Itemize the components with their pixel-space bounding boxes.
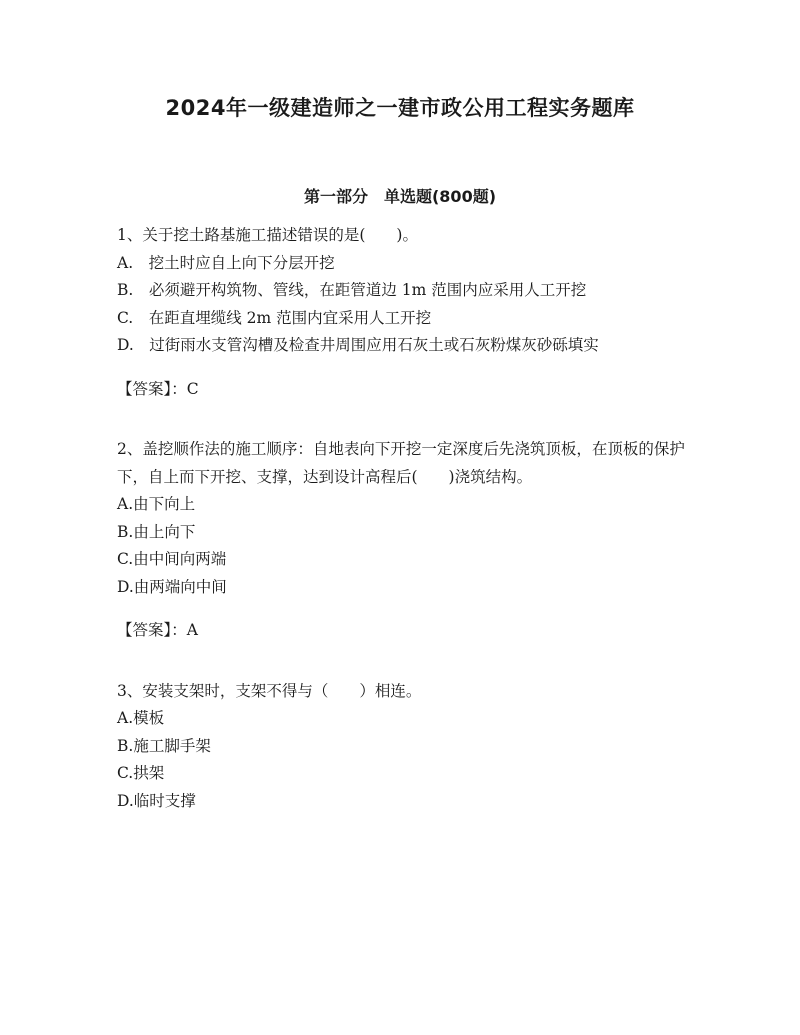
question-stem: 2、盖挖顺作法的施工顺序：自地表向下开挖一定深度后先浇筑顶板，在顶板的保护下，自上而下开挖、支撑，达到设计高程后( )浇筑结构。 [117,440,685,486]
question-list [117,222,697,815]
option-b: B.施工脚手架 [117,736,211,755]
question-stem: 3、安装支架时，支架不得与（ ）相连。 [117,681,422,700]
option-c: C.拱架 [117,764,165,782]
document-title: 2024年一级建造师之一建市政公用工程实务题库 [165,96,635,120]
question-3 [117,678,697,816]
option-a: A.由下向上 [117,495,196,513]
answer-label: 【答案】：A [117,621,198,639]
option-a: A. 挖土时应自上向下分层开挖 [117,253,335,272]
option-c: C. 在距直埋缆线 2m 范围内宜采用人工开挖 [117,308,432,327]
question-1 [117,222,697,403]
question-stem: 1、关于挖土路基施工描述错误的是( )。 [117,226,418,244]
option-a: A.模板 [117,709,165,727]
option-d: D.临时支撑 [117,791,196,810]
question-2 [117,436,697,645]
option-d: D. 过街雨水支管沟槽及检查井周围应用石灰土或石灰粉煤灰砂砾填实 [117,336,599,354]
answer-label: 【答案】：C [117,379,199,398]
option-c: C.由中间向两端 [117,550,227,568]
section-title: 第一部分 单选题(800题) [303,187,497,206]
option-b: B. 必须避开构筑物、管线，在距管道边 1m 范围内应采用人工开挖 [117,281,587,299]
option-d: D.由两端向中间 [117,577,227,596]
option-b: B.由上向下 [117,522,196,541]
